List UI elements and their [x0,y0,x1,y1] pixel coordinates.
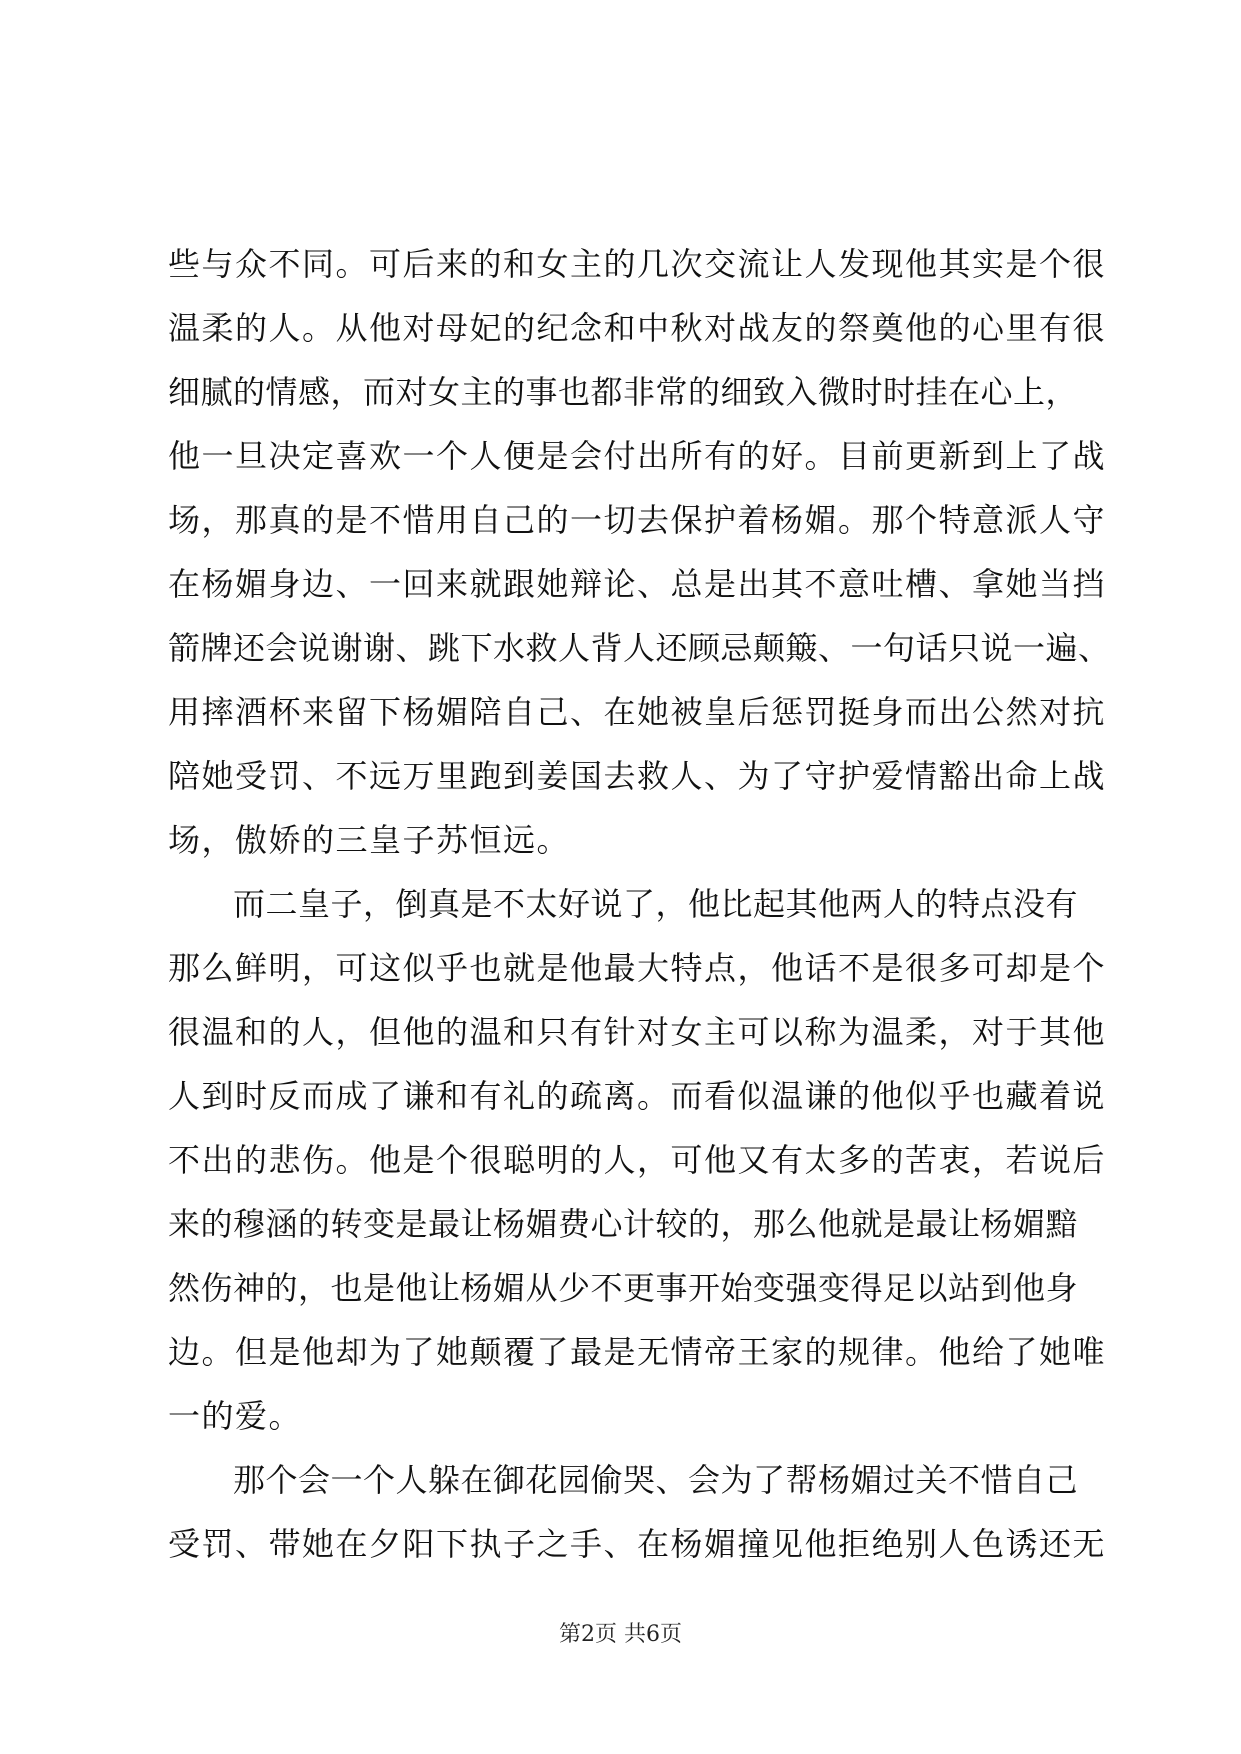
text-line: 而二皇子，倒真是不太好说了，他比起其他两人的特点没有 [168,885,1079,923]
body-text [168,232,1111,1576]
text-line: 温柔的人。从他对母妃的纪念和中秋对战友的祭奠他的心里有很 [168,309,1107,347]
text-line: 边。但是他却为了她颠覆了最是无情帝王家的规律。他给了她唯 [168,1333,1107,1371]
text-line: 很温和的人，但他的温和只有针对女主可以称为温柔，对于其他 [168,1013,1107,1051]
text-line: 那么鲜明，可这似乎也就是他最大特点，他话不是很多可却是个 [168,949,1107,987]
text-line: 人到时反而成了谦和有礼的疏离。而看似温谦的他似乎也藏着说 [168,1077,1107,1115]
text-line: 来的穆涵的转变是最让杨媚费心计较的，那么他就是最让杨媚黯 [168,1205,1079,1243]
text-line: 不出的悲伤。他是个很聪明的人，可他又有太多的苦衷，若说后 [168,1141,1107,1179]
page-footer: 第2页 共6页 [559,1622,682,1647]
text-line: 在杨媚身边、一回来就跟她辩论、总是出其不意吐槽、拿她当挡 [168,565,1107,603]
text-line: 细腻的情感，而对女主的事也都非常的细致入微时时挂在心上， [168,373,1079,411]
text-line: 场，傲娇的三皇子苏恒远。 [168,821,571,859]
text-line: 箭牌还会说谢谢、跳下水救人背人还顾忌颠簸、一句话只说一遍、 [168,629,1111,667]
text-line: 受罚、带她在夕阳下执子之手、在杨媚撞见他拒绝别人色诱还无 [168,1525,1107,1563]
text-line: 些与众不同。可后来的和女主的几次交流让人发现他其实是个很 [168,245,1107,283]
text-line: 陪她受罚、不远万里跑到姜国去救人、为了守护爱情豁出命上战 [168,757,1107,795]
text-line: 那个会一个人躲在御花园偷哭、会为了帮杨媚过关不惜自己 [168,1461,1079,1499]
text-line: 他一旦决定喜欢一个人便是会付出所有的好。目前更新到上了战 [168,437,1107,475]
text-line: 场，那真的是不惜用自己的一切去保护着杨媚。那个特意派人守 [168,501,1107,539]
text-line: 用摔酒杯来留下杨媚陪自己、在她被皇后惩罚挺身而出公然对抗 [168,693,1107,731]
text-line: 然伤神的，也是他让杨媚从少不更事开始变强变得足以站到他身 [168,1269,1079,1307]
text-line: 一的爱。 [168,1397,303,1435]
